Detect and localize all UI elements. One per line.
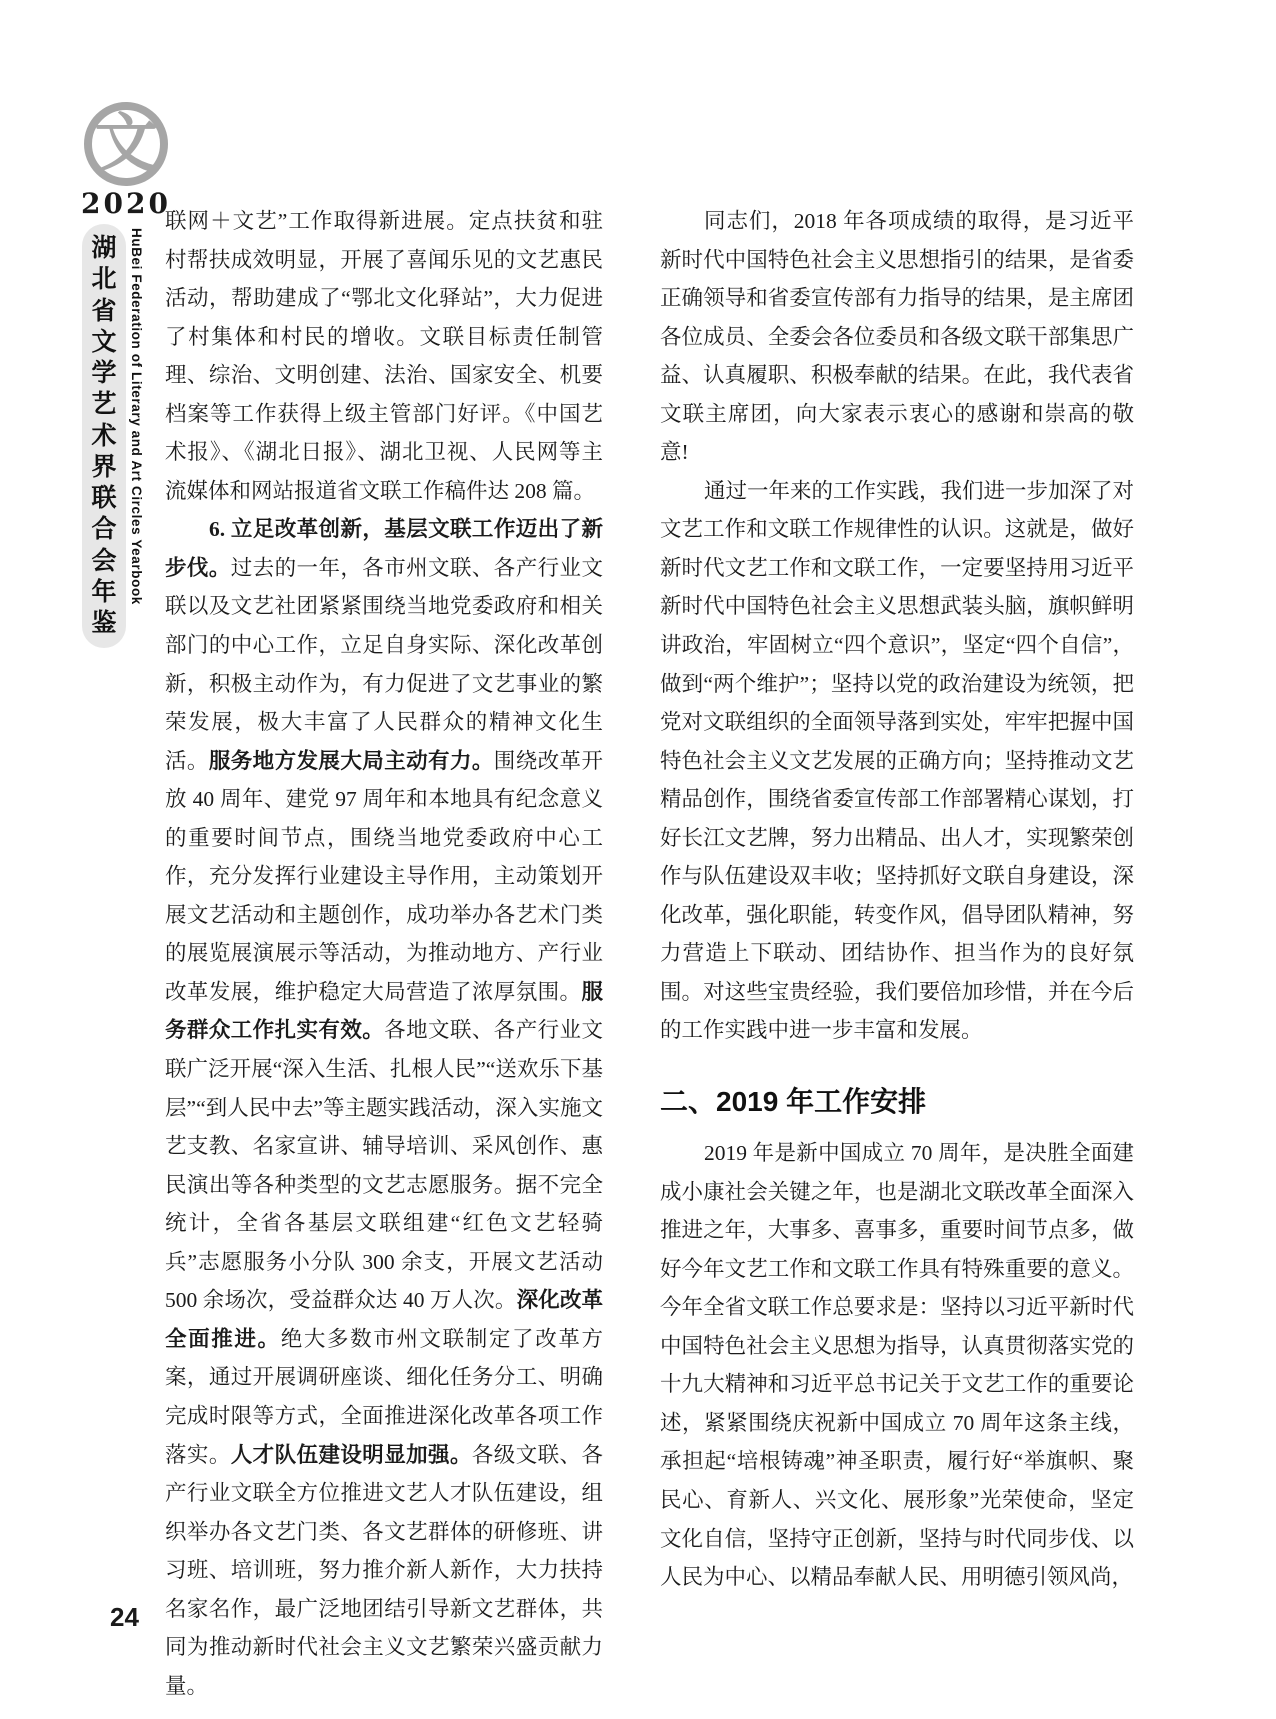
bold-run: 服务地方发展大局主动有力。	[208, 748, 494, 773]
paragraph	[165, 510, 603, 1705]
sidebar-chinese-char: 学	[91, 360, 117, 387]
sidebar-chinese-char: 艺	[91, 391, 117, 419]
sidebar-chinese-char: 术	[91, 422, 117, 450]
page-number: 24	[110, 1602, 139, 1632]
right-text-column	[660, 202, 1134, 1597]
sidebar-chinese-char: 北	[91, 266, 117, 294]
text-run: 同志们，2018 年各项成绩的取得，是习近平新时代中国特色社会主义思想指引的结果，是省委正确领导和省委宣传部有力指导的结果，是主席团各位成员、全委会各位委员和各级文联干部集思广益、认真履职、积极奉献的结果。在此，我代表省文联主席团，向大家表示衷心的感谢和崇高的敬意!	[660, 209, 1134, 465]
section-heading: 二、2019 年工作安排	[660, 1086, 927, 1118]
text-run: 联网＋文艺”工作取得新进展。定点扶贫和驻村帮扶成效明显，开展了喜闻乐见的文艺惠民活动，帮助建成了“鄂北文化驿站”，大力促进了村集体和村民的增收。文联目标责任制管理、综治、文明创建、法治、国家安全、机要档案等工作获得上级主管部门好评。《中国艺术报》、《湖北日报》、湖北卫视、人民网等主流媒体和网站报道省文联工作稿件达 208 篇。	[165, 209, 603, 503]
text-run: 绝大多数市州文联制定了改革方案，通过开展调研座谈、细化任务分工、明确完成时限等方式，全面推进深化改革各项工作落实。	[165, 1326, 603, 1467]
sidebar-chinese-char: 省	[91, 297, 117, 325]
year-label: 2020	[81, 187, 171, 220]
sidebar-chinese-char: 湖	[91, 235, 117, 262]
paragraph	[660, 202, 1134, 472]
sidebar-chinese-char: 界	[91, 453, 117, 481]
sidebar-chinese-char: 文	[91, 328, 117, 356]
paragraph	[660, 1134, 1134, 1597]
sidebar-chinese-char: 联	[91, 485, 117, 512]
sidebar-chinese-char: 合	[91, 516, 117, 544]
sidebar-chinese-char: 会	[91, 547, 117, 575]
text-run: 围绕改革开放 40 周年、建党 97 周年和本地具有纪念意义的重要时间节点，围绕当地党委政府中心工作，充分发挥行业建设主导作用，主动策划开展文艺活动和主题创作，成功举办各艺术门类的展览展演展示等活动，为推动地方、产行业改革发展，维护稳定大局营造了浓厚氛围。	[165, 748, 603, 1004]
sidebar-chinese-char: 年	[91, 578, 117, 606]
bold-run: 深化改革全面推进。	[165, 1288, 603, 1351]
paragraph	[660, 472, 1134, 1050]
sidebar-english-title: HuBei Federation of Literary and Art Circles Yearbook	[129, 228, 144, 605]
text-run: 各地文联、各产行业文联广泛开展“深入生活、扎根人民”“送欢乐下基层”“到人民中去”等主题实践活动，深入实施文艺支教、名家宣讲、辅导培训、采风创作、惠民演出等各种类型的文艺志愿服务。据不完全统计，全省各基层文联组建“红色文艺轻骑兵”志愿服务小分队 300 余支，开展文艺活动 500 余场次，受益群众达 40 万人次。	[165, 1018, 603, 1313]
text-run: 2019 年是新中国成立 70 周年，是决胜全面建成小康社会关键之年，也是湖北文联改革全面深入推进之年，大事多、喜事多，重要时间节点多，做好今年文艺工作和文联工作具有特殊重要的意义。今年全省文联工作总要求是：坚持以习近平新时代中国特色社会主义思想为指导，认真贯彻落实党的十九大精神和习近平总书记关于文艺工作的重要论述，紧紧围绕庆祝新中国成立 70 周年这条主线，承担起“培根铸魂”神圣职责，履行好“举旗帜、聚民心、育新人、兴文化、展形象”光荣使命，坚定文化自信，坚持守正创新，坚持与时代同步伐、以人民为中心、以精品奉献人民、用明德引领风尚，	[660, 1141, 1134, 1590]
text-run: 过去的一年，各市州文联、各产行业文联以及文艺社团紧紧围绕当地党委政府和相关部门的中心工作，立足自身实际、深化改革创新，积极主动作为，有力促进了文艺事业的繁荣发展，极大丰富了人民群众的精神文化生活。	[165, 555, 603, 773]
text-run: 通过一年来的工作实践，我们进一步加深了对文艺工作和文联工作规律性的认识。这就是，做好新时代文艺工作和文联工作，一定要坚持用习近平新时代中国特色社会主义思想武装头脑，旗帜鲜明讲政治，牢固树立“四个意识”，坚定“四个自信”，做到“两个维护”；坚持以党的政治建设为统领，把党对文联组织的全面领导落到实处，牢牢把握中国特色社会主义文艺发展的正确方向；坚持推动文艺精品创作，围绕省委宣传部工作部署精心谋划，打好长江文艺牌，努力出精品、出人才，实现繁荣创作与队伍建设双丰收；坚持抓好文联自身建设，深化改革，强化职能，转变作风，倡导团队精神，努力营造上下联动、团结协作、担当作为的良好氛围。对这些宝贵经验，我们要倍加珍惜，并在今后的工作实践中进一步丰富和发展。	[660, 478, 1135, 1043]
sidebar-chinese-title	[82, 224, 126, 648]
bold-run: 6. 立足改革创新，基层文联工作迈出了新步伐。	[165, 517, 603, 580]
bold-run: 人才队伍建设明显加强。	[230, 1442, 472, 1467]
federation-logo-icon	[82, 98, 170, 186]
bold-run: 服务群众工作扎实有效。	[165, 979, 603, 1043]
paragraph	[165, 202, 603, 510]
text-run: 各级文联、各产行业文联全方位推进文艺人才队伍建设，组织举办各文艺门类、各文艺群体的研修班、讲习班、培训班，努力推介新人新作，大力扶持名家名作，最广泛地团结引导新文艺群体，共同为推动新时代社会主义文艺繁荣兴盛贡献力量。	[165, 1442, 603, 1698]
sidebar-chinese-char: 鉴	[91, 610, 117, 637]
svg-text:文: 文	[94, 109, 158, 180]
left-text-column	[165, 202, 603, 1705]
